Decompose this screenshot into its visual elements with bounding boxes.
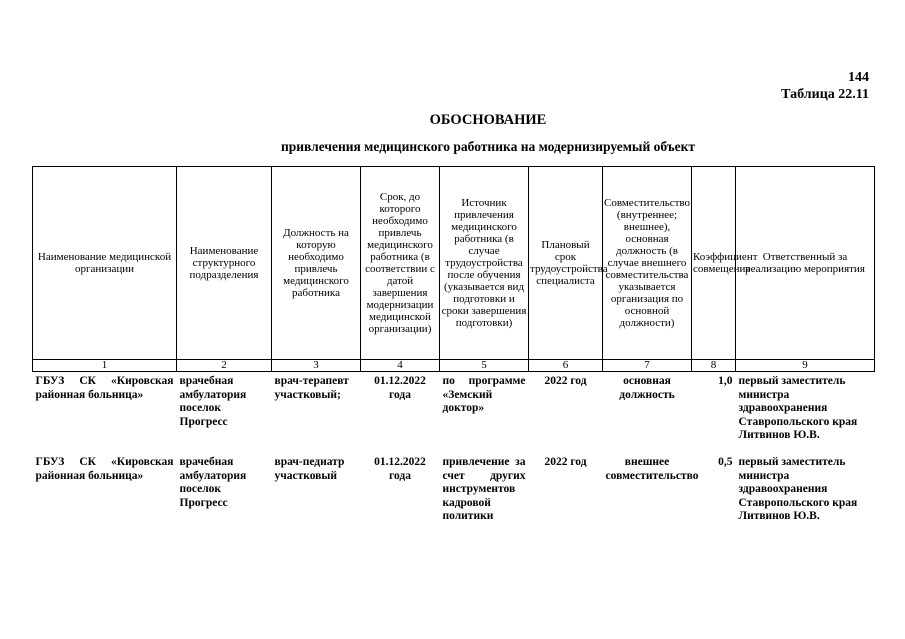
column-number: 6: [529, 360, 603, 372]
justification-table: [32, 166, 875, 524]
column-number: 4: [361, 360, 440, 372]
cell-position: врач-терапевт участковый;: [274, 375, 349, 401]
header-organization: Наименование медицинской организации: [33, 167, 177, 360]
document-title: ОБОСНОВАНИЕ: [429, 112, 547, 128]
header-row: [33, 167, 875, 360]
header-division: Наименование структурного подразделения: [177, 167, 272, 360]
column-number: 5: [440, 360, 529, 372]
column-number: 8: [692, 360, 736, 372]
cell-division: врачебная амбулатория поселок Прогресс: [179, 456, 247, 509]
column-number: 9: [736, 360, 875, 372]
column-number: 3: [272, 360, 361, 372]
cell-coefficient: 0,5: [718, 456, 733, 468]
header-planned-term: Плановый срок трудоустройства специалиста: [529, 167, 603, 360]
column-number-row: [33, 360, 875, 372]
cell-source: по программе «Земский доктор»: [442, 375, 526, 414]
header-source: Источник привлечения медицинского работника (в случае трудоустройства после обучения (указывается вид подготовки и сроки завершения подготовки): [440, 167, 529, 360]
column-number: 2: [177, 360, 272, 372]
cell-combination: основная должность: [619, 375, 675, 401]
cell-planned-term: 2022 год: [544, 456, 587, 468]
table-row: [33, 453, 875, 524]
column-number: 7: [603, 360, 692, 372]
cell-combination: внешнее совместительство: [605, 456, 699, 482]
header-deadline: Срок, до которого необходимо привлечь медицинского работника (в соответствии с датой завершения модернизации медицинской организации): [361, 167, 440, 360]
cell-deadline: 01.12.2022 года: [374, 456, 426, 482]
cell-organization: ГБУЗ СК «Кировская районная больница»: [35, 375, 174, 401]
page-number: 144: [848, 70, 869, 85]
table-number: Таблица 22.11: [781, 87, 869, 102]
cell-source: привлечение за счет других инструментов кадровой политики: [442, 456, 526, 522]
header-position: Должность на которую необходимо привлечь медицинского работника: [272, 167, 361, 360]
cell-responsible: первый заместитель министра здравоохранения Ставропольского края Литвинов Ю.В.: [738, 375, 858, 441]
cell-position: врач-педиатр участковый: [274, 456, 345, 482]
header-responsible: Ответственный за реализацию мероприятия: [736, 167, 875, 360]
cell-organization: ГБУЗ СК «Кировская районная больница»: [35, 456, 174, 482]
header-coefficient: Коэффициент совмещения: [692, 167, 736, 360]
document-subtitle: привлечения медицинского работника на модернизируемый объект: [280, 139, 696, 154]
header-combination: Совместительство (внутреннее; внешнее), основная должность (в случае внешнего совместительства указывается организация по основной должности): [603, 167, 692, 360]
cell-planned-term: 2022 год: [544, 375, 587, 387]
cell-division: врачебная амбулатория поселок Прогресс: [179, 375, 247, 428]
table-row: [33, 372, 875, 454]
cell-coefficient: 1,0: [718, 375, 733, 387]
cell-deadline: 01.12.2022 года: [374, 375, 426, 401]
column-number: 1: [33, 360, 177, 372]
cell-responsible: первый заместитель министра здравоохранения Ставропольского края Литвинов Ю.В.: [738, 456, 858, 522]
